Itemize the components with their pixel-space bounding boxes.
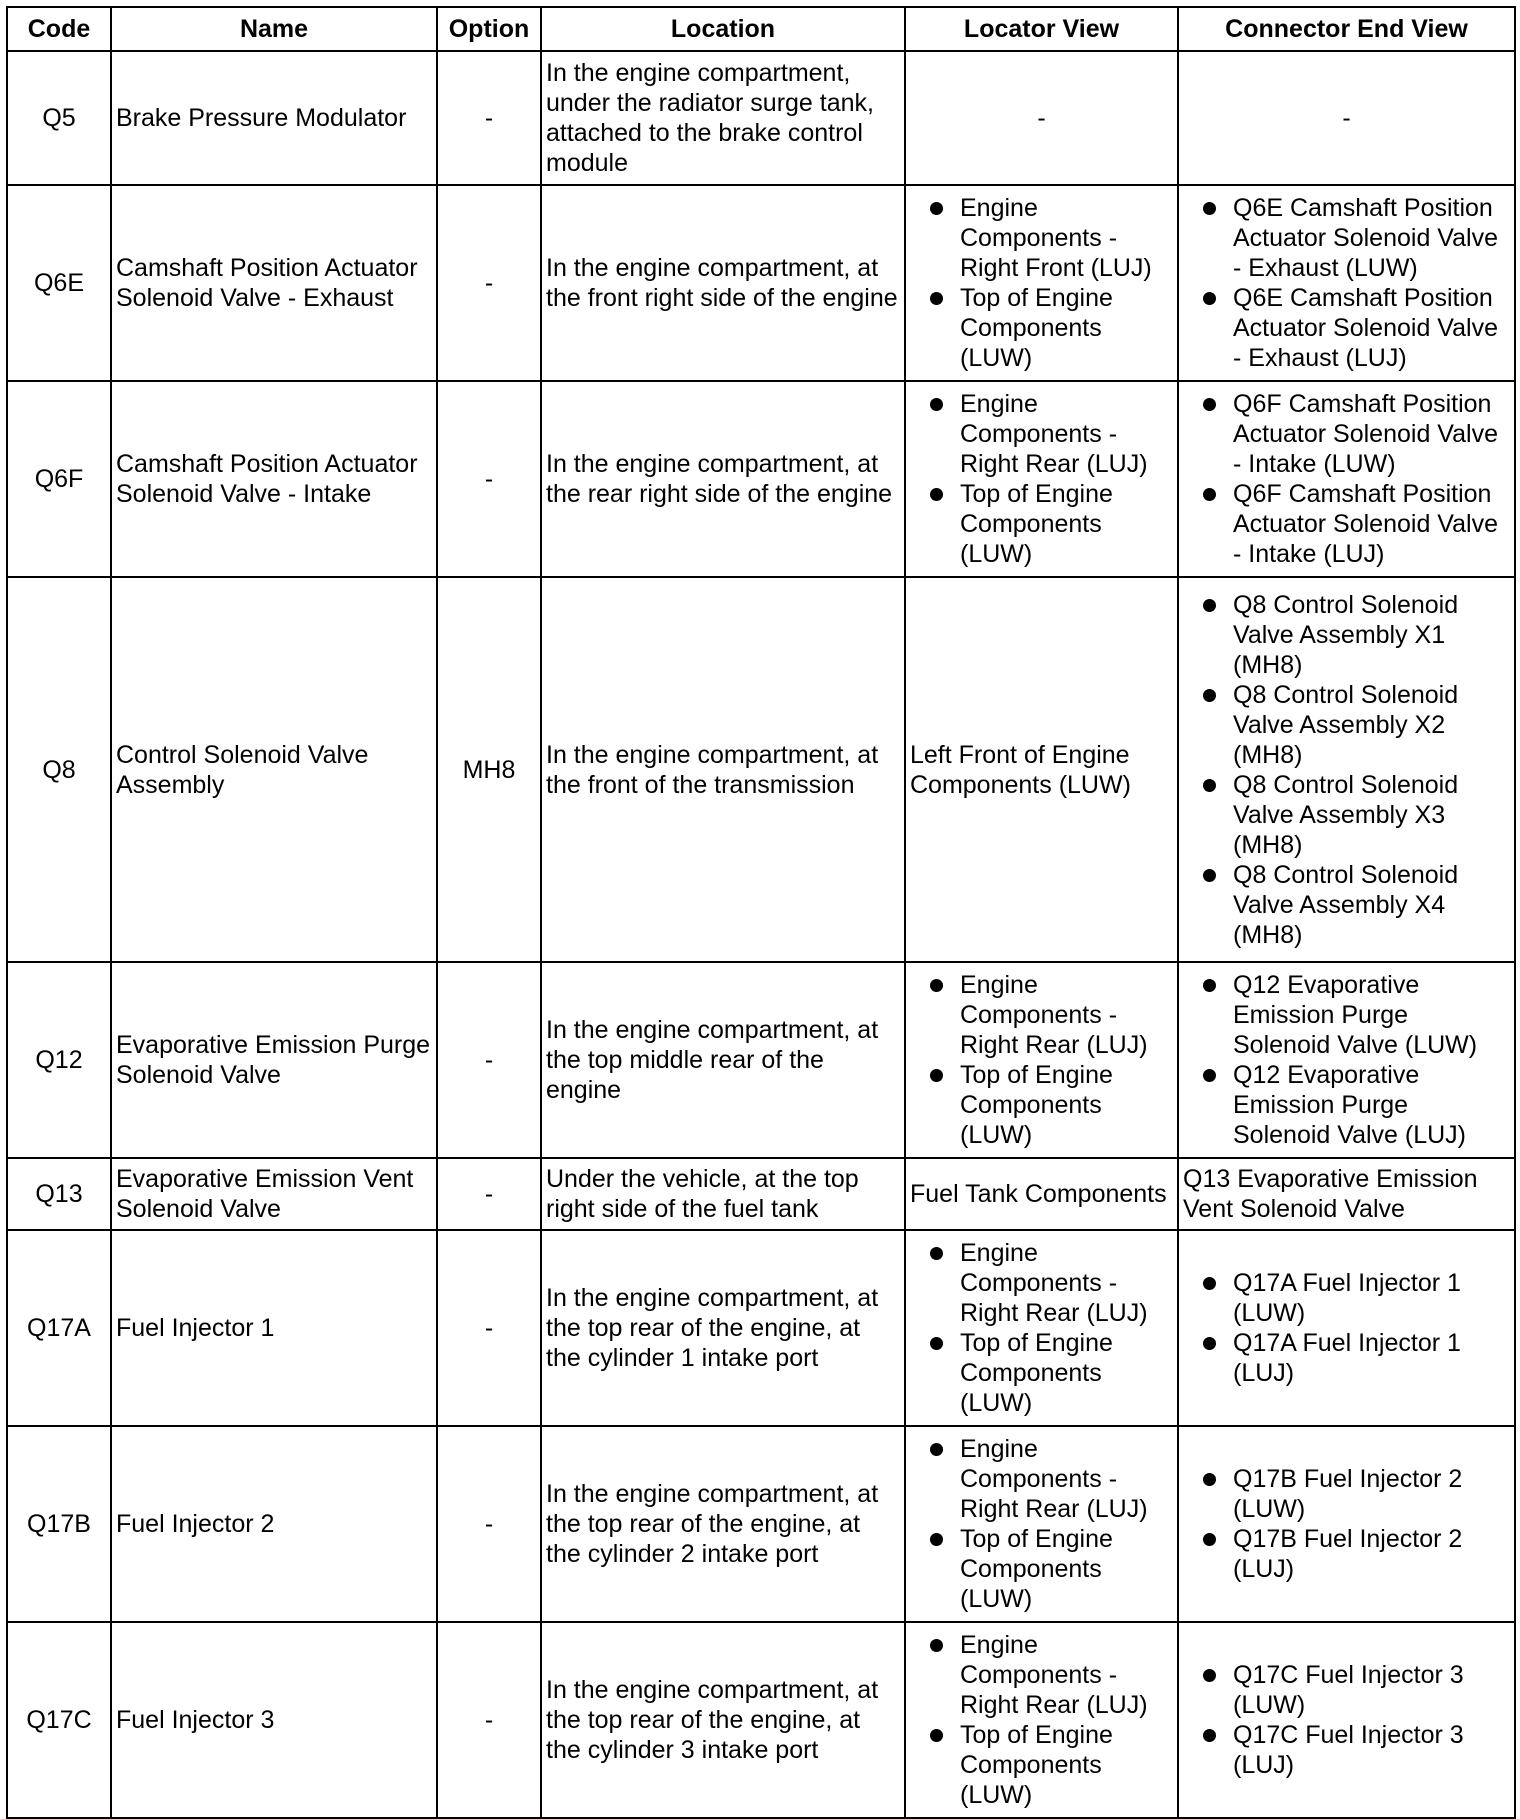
bullet-item: Top of Engine Components (LUW) [910, 1328, 1173, 1418]
bullet-item: Top of Engine Components (LUW) [910, 283, 1173, 373]
connector-end-view-cell [1178, 1230, 1515, 1426]
header-row [7, 7, 1515, 51]
connector-end-view-cell [1178, 1426, 1515, 1622]
location-cell: In the engine compartment, at the top middle rear of the engine [541, 962, 905, 1158]
location-cell: In the engine compartment, at the front right side of the engine [541, 185, 905, 381]
name-cell: Evaporative Emission Purge Solenoid Valve [111, 962, 437, 1158]
locator-view-cell: Fuel Tank Components [905, 1158, 1178, 1230]
locator-view-cell [905, 1230, 1178, 1426]
location-cell: In the engine compartment, at the front of the transmission [541, 577, 905, 962]
option-cell: - [437, 962, 541, 1158]
connector-end-view-cell-list [1183, 1268, 1510, 1388]
bullet-item: Q17C Fuel Injector 3 (LUW) [1183, 1660, 1510, 1720]
bullet-item: Top of Engine Components (LUW) [910, 1060, 1173, 1150]
bullet-item: Q17C Fuel Injector 3 (LUJ) [1183, 1720, 1510, 1780]
locator-view-cell-list [910, 1630, 1173, 1810]
locator-view-cell [905, 381, 1178, 577]
table-row [7, 1230, 1515, 1426]
connector-end-view-cell [1178, 1622, 1515, 1818]
bullet-item: Q6F Camshaft Position Actuator Solenoid Valve - Intake (LUW) [1183, 389, 1510, 479]
option-cell: - [437, 1230, 541, 1426]
table-row [7, 185, 1515, 381]
bullet-item: Q17A Fuel Injector 1 (LUW) [1183, 1268, 1510, 1328]
connector-end-view-cell-list [1183, 1464, 1510, 1584]
bullet-item: Top of Engine Components (LUW) [910, 1720, 1173, 1810]
code-cell: Q17C [7, 1622, 111, 1818]
locator-view-cell: Left Front of Engine Components (LUW) [905, 577, 1178, 962]
option-cell: - [437, 1426, 541, 1622]
bullet-item: Engine Components - Right Rear (LUJ) [910, 1434, 1173, 1524]
header-name: Name [111, 7, 437, 51]
component-locator-table [6, 6, 1516, 1819]
locator-view-cell [905, 185, 1178, 381]
bullet-item: Engine Components - Right Rear (LUJ) [910, 1238, 1173, 1328]
code-cell: Q5 [7, 51, 111, 185]
table-row [7, 1158, 1515, 1230]
locator-view-cell [905, 962, 1178, 1158]
header-location: Location [541, 7, 905, 51]
bullet-item: Q6F Camshaft Position Actuator Solenoid Valve - Intake (LUJ) [1183, 479, 1510, 569]
connector-end-view-cell [1178, 962, 1515, 1158]
location-cell: In the engine compartment, at the top rear of the engine, at the cylinder 1 intake port [541, 1230, 905, 1426]
connector-end-view-cell [1178, 185, 1515, 381]
bullet-item: Q6E Camshaft Position Actuator Solenoid Valve - Exhaust (LUJ) [1183, 283, 1510, 373]
location-cell: Under the vehicle, at the top right side of the fuel tank [541, 1158, 905, 1230]
bullet-item: Q12 Evaporative Emission Purge Solenoid Valve (LUJ) [1183, 1060, 1510, 1150]
bullet-item: Q12 Evaporative Emission Purge Solenoid Valve (LUW) [1183, 970, 1510, 1060]
option-cell: MH8 [437, 577, 541, 962]
header-code: Code [7, 7, 111, 51]
connector-end-view-cell-list [1183, 590, 1510, 950]
locator-view-cell-list [910, 1434, 1173, 1614]
location-cell: In the engine compartment, at the top rear of the engine, at the cylinder 2 intake port [541, 1426, 905, 1622]
name-cell: Fuel Injector 2 [111, 1426, 437, 1622]
locator-view-cell: - [905, 51, 1178, 185]
option-cell: - [437, 185, 541, 381]
bullet-item: Q8 Control Solenoid Valve Assembly X3 (MH8) [1183, 770, 1510, 860]
option-cell: - [437, 51, 541, 185]
code-cell: Q12 [7, 962, 111, 1158]
name-cell: Fuel Injector 1 [111, 1230, 437, 1426]
table-row [7, 577, 1515, 962]
connector-end-view-cell-list [1183, 193, 1510, 373]
table-row [7, 1622, 1515, 1818]
table-row [7, 1426, 1515, 1622]
bullet-item: Engine Components - Right Rear (LUJ) [910, 1630, 1173, 1720]
name-cell: Camshaft Position Actuator Solenoid Valve - Exhaust [111, 185, 437, 381]
name-cell: Fuel Injector 3 [111, 1622, 437, 1818]
header-connector-end-view: Connector End View [1178, 7, 1515, 51]
option-cell: - [437, 1158, 541, 1230]
locator-view-cell [905, 1622, 1178, 1818]
bullet-item: Q8 Control Solenoid Valve Assembly X4 (MH8) [1183, 860, 1510, 950]
option-cell: - [437, 1622, 541, 1818]
bullet-item: Top of Engine Components (LUW) [910, 1524, 1173, 1614]
code-cell: Q17A [7, 1230, 111, 1426]
table-row [7, 381, 1515, 577]
bullet-item: Q6E Camshaft Position Actuator Solenoid Valve - Exhaust (LUW) [1183, 193, 1510, 283]
bullet-item: Q8 Control Solenoid Valve Assembly X1 (MH8) [1183, 590, 1510, 680]
locator-view-cell-list [910, 389, 1173, 569]
bullet-item: Q17B Fuel Injector 2 (LUJ) [1183, 1524, 1510, 1584]
locator-view-cell-list [910, 1238, 1173, 1418]
location-cell: In the engine compartment, under the radiator surge tank, attached to the brake control module [541, 51, 905, 185]
connector-end-view-cell [1178, 381, 1515, 577]
connector-end-view-cell [1178, 577, 1515, 962]
location-cell: In the engine compartment, at the top rear of the engine, at the cylinder 3 intake port [541, 1622, 905, 1818]
bullet-item: Q8 Control Solenoid Valve Assembly X2 (MH8) [1183, 680, 1510, 770]
header-locator-view: Locator View [905, 7, 1178, 51]
locator-view-cell-list [910, 970, 1173, 1150]
header-option: Option [437, 7, 541, 51]
bullet-item: Q17A Fuel Injector 1 (LUJ) [1183, 1328, 1510, 1388]
table-row [7, 962, 1515, 1158]
bullet-item: Engine Components - Right Front (LUJ) [910, 193, 1173, 283]
code-cell: Q17B [7, 1426, 111, 1622]
connector-end-view-cell: Q13 Evaporative Emission Vent Solenoid Valve [1178, 1158, 1515, 1230]
connector-end-view-cell-list [1183, 1660, 1510, 1780]
locator-view-cell-list [910, 193, 1173, 373]
code-cell: Q8 [7, 577, 111, 962]
bullet-item: Q17B Fuel Injector 2 (LUW) [1183, 1464, 1510, 1524]
connector-end-view-cell: - [1178, 51, 1515, 185]
location-cell: In the engine compartment, at the rear right side of the engine [541, 381, 905, 577]
code-cell: Q6E [7, 185, 111, 381]
table-row [7, 51, 1515, 185]
connector-end-view-cell-list [1183, 970, 1510, 1150]
bullet-item: Engine Components - Right Rear (LUJ) [910, 970, 1173, 1060]
name-cell: Camshaft Position Actuator Solenoid Valve - Intake [111, 381, 437, 577]
locator-view-cell [905, 1426, 1178, 1622]
option-cell: - [437, 381, 541, 577]
connector-end-view-cell-list [1183, 389, 1510, 569]
bullet-item: Engine Components - Right Rear (LUJ) [910, 389, 1173, 479]
name-cell: Brake Pressure Modulator [111, 51, 437, 185]
code-cell: Q13 [7, 1158, 111, 1230]
code-cell: Q6F [7, 381, 111, 577]
bullet-item: Top of Engine Components (LUW) [910, 479, 1173, 569]
name-cell: Evaporative Emission Vent Solenoid Valve [111, 1158, 437, 1230]
name-cell: Control Solenoid Valve Assembly [111, 577, 437, 962]
